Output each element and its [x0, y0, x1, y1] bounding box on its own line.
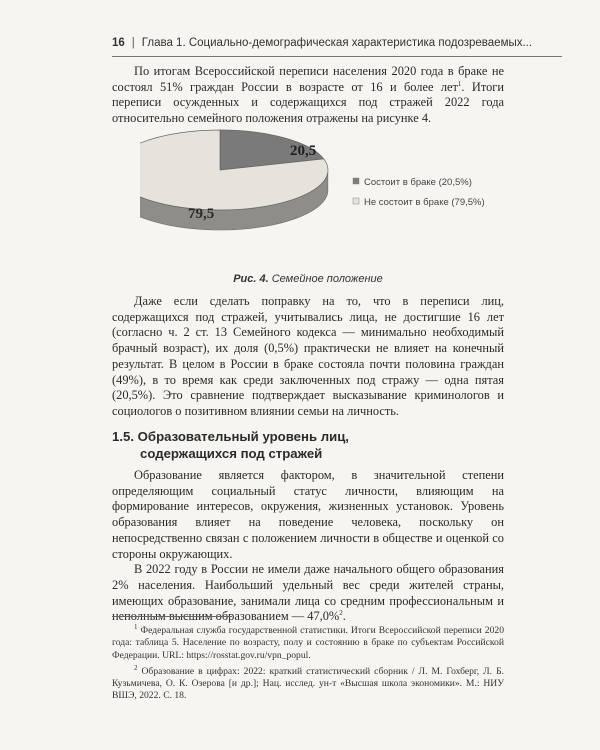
footnote-rule	[112, 616, 232, 617]
footnote-2	[112, 663, 504, 703]
footnotes	[112, 622, 504, 707]
paragraph-adjustment	[112, 294, 504, 420]
chart-legend	[353, 177, 485, 208]
legend-swatch-1	[353, 198, 359, 204]
legend-label-1: Не состоит в браке (79,5%)	[364, 197, 485, 208]
paragraph-census-text-after: . Итоги переписи осужденных и содержащихся под стражей 2022 года относительно семейного положения отражены на рисунке 4.	[112, 79, 504, 126]
section-heading	[112, 428, 504, 462]
running-header	[112, 37, 560, 49]
legend-label-0: Состоит в браке (20,5%)	[364, 177, 472, 188]
paragraph-census-text: По итогам Всероссийской переписи населения 2020 года в браке не состоял 51% граждан России в возрасте от 16 и более лет	[112, 64, 504, 94]
section-heading-line1: 1.5. Образовательный уровень лиц,	[112, 429, 349, 444]
page-number: 16	[112, 37, 125, 49]
section-heading-line2: содержащихся под стражей	[140, 446, 323, 461]
marital-status-pie-chart	[140, 122, 510, 262]
header-rule	[112, 56, 562, 57]
paragraph-adjustment-text: Даже если сделать поправку на то, что в переписи лиц, содержащихся под стражей, учитывались лица, не достигшие 16 лет (согласно ч. 2 ст. 13 Семейного кодекса — минимально необходимый брачный возраст), их доля (0,5%) практически не влияет на конечный результат. В целом в России в браке состояла почти половина граждан (49%), в то время как среди заключенных под стражу — одна пятая (20,5%). Это сравнение подтверждает высказывание криминологов и социологов о позитивном влиянии семьи на личность.	[112, 294, 504, 418]
figure-caption-text: Семейное положение	[268, 273, 383, 285]
footnote-mark-2: 2	[134, 663, 138, 672]
paragraph-education-text: Образование является фактором, в значительной степени определяющим социальный статус личности, влияющим на формирование интересов, окружения, жизненных установок. Уровень образования влияет на поведение человека, поскольку он непосредственно связан с положением личности в обществе и оценкой со стороны окружающих.	[112, 468, 504, 561]
header-separator: |	[131, 37, 135, 49]
legend-swatch-0	[353, 178, 359, 184]
pie-3d	[140, 130, 328, 230]
running-title: Глава 1. Социально-демографическая характеристика подозреваемых...	[141, 37, 533, 49]
paragraph-census	[112, 64, 504, 127]
data-label-1: 79,5	[188, 206, 215, 222]
figure-caption	[112, 273, 504, 285]
footnote-ref-2: 2	[339, 609, 343, 618]
paragraph-education	[112, 468, 504, 625]
paragraph-2022-text: В 2022 году в России не имели даже начального общего образования 2% населения. Наибольший удельный вес среди жителей страны, имеющих образование, занимали лица со средним профессиональным и неполным высшим образованием — 47,0%	[112, 562, 504, 624]
footnote-ref-1: 1	[457, 79, 462, 88]
footnote-1	[112, 622, 504, 662]
data-label-0: 20,5	[290, 143, 317, 159]
footnote-1-text: Федеральная служба государственной статистики. Итоги Всероссийской переписи 2020 года: таблица 5. Население по возрасту, полу и состоянию в браке по субъектам Российской Федерации. URL: https://rosstat.gov.ru/vpn_popul.	[112, 625, 504, 661]
figure-caption-prefix: Рис. 4.	[233, 273, 269, 285]
paragraph-2022-text-after: .	[342, 609, 346, 624]
footnote-mark-1: 1	[134, 622, 138, 631]
footnote-2-text: Образование в цифрах: 2022: краткий статистический сборник / Л. М. Гохберг, Л. Б. Кузьмичева, О. К. Озерова [и др.]; Нац. исслед. ун-т «Высшая школа экономики». М.: НИУ ВШЭ, 2022. С. 18.	[112, 665, 504, 702]
